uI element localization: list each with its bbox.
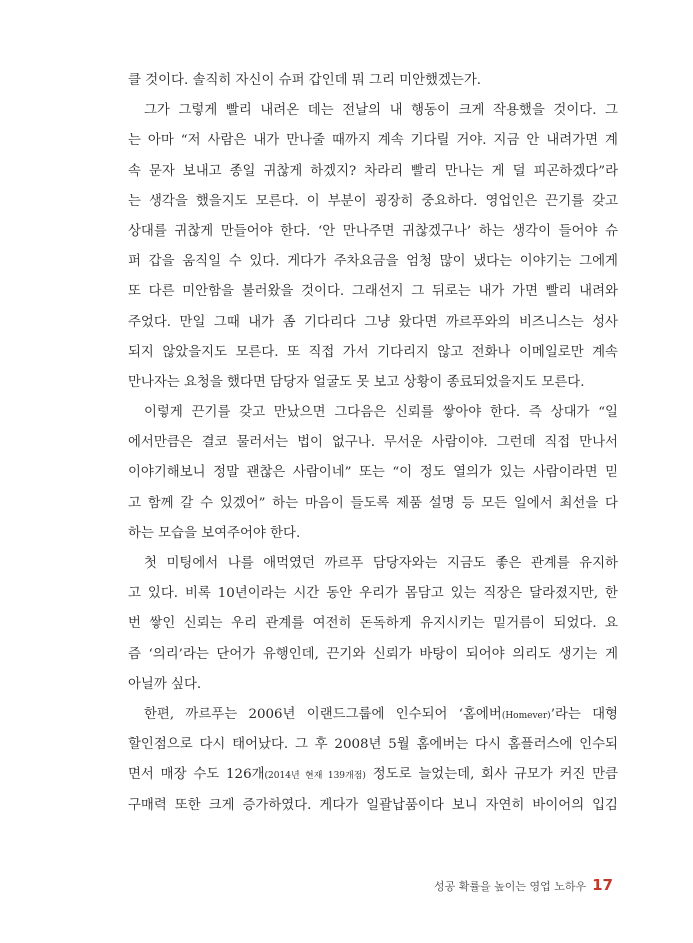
homever-english: (Homever): [501, 710, 551, 721]
text-line: 속 문자 보내고 종일 귀찮게 하겠지? 차라리 빨리 만나는 게 덜 피곤하겠다”라: [128, 163, 618, 179]
text-line: 클 것이다. 솔직히 자신이 슈퍼 갑인데 뭐 그리 미안했겠는가.: [128, 73, 482, 88]
text-line: 주었다. 만일 그때 내가 좀 기다리다 그냥 왔다면 까르푸와의 비즈니스는 성사: [128, 314, 618, 330]
text-line: [128, 760, 618, 790]
text-line: 되지 않았을지도 모른다. 또 직접 가서 기다리지 않고 전화나 이메일로만 계속: [128, 344, 618, 360]
text-line: 아닐까 싶다.: [128, 676, 202, 692]
page-number: 17: [592, 876, 613, 894]
text-line: 이야기해보니 정말 괜찮은 사람이네” 또는 “이 정도 열의가 있는 사람이라면 믿: [128, 465, 618, 481]
text-line: 하는 모습을 보여주어야 한다.: [128, 525, 301, 541]
text-line: 첫 미팅에서 나를 애먹였던 까르푸 담당자와는 지금도 좋은 관계를 유지하: [144, 556, 618, 571]
stores-note: (2014년 현재 139개점): [264, 771, 366, 782]
text-line: 번 쌓인 신뢰는 우리 관계를 여전히 돈독하게 유지시키는 밑거름이 되었다. 요: [128, 616, 618, 632]
running-title: 성공 확률을 높이는 영업 노하우: [434, 880, 587, 893]
text-line: 구매력 또한 크게 증가하였다. 게다가 일괄납품이다 보니 자연히 바이어의 입김: [128, 797, 618, 813]
text-line: 즘 ‘의리’라는 단어가 유행인데, 끈기와 신뢰가 바탕이 되어야 의리도 생기는 게: [128, 646, 618, 662]
text-fragment: 면서 매장 수도 126개: [128, 767, 265, 783]
text-line: 고 함께 갈 수 있겠어” 하는 마음이 들도록 제품 설명 등 모든 일에서 최선을 다: [128, 495, 618, 511]
text-line: 에서만큼은 결코 물러서는 법이 없구나. 무서운 사람이야. 그런데 직접 만나서: [128, 435, 618, 451]
text-fragment: 정도로 늘었는데, 회사 규모가 커진 만큼: [365, 767, 618, 783]
text-line: 상대를 귀찮게 만들어야 한다. ‘안 만나주면 귀찮겠구나’ 하는 생각이 들어야 슈: [128, 223, 618, 239]
body-text: [128, 66, 618, 821]
text-fragment: ’라는 대형: [550, 706, 618, 722]
text-line: 또 다른 미안함을 불러왔을 것이다. 그래선지 그 뒤로는 내가 가면 빨리 내려와: [128, 284, 618, 300]
text-line: 는 아마 “저 사람은 내가 만나줄 때까지 계속 기다릴 거야. 지금 안 내려가면 계: [128, 133, 618, 149]
text-line: 퍼 갑을 움직일 수 있다. 게다가 주차요금을 엄청 많이 냈다는 이야기는 그에게: [128, 254, 618, 270]
text-line: 이렇게 끈기를 갖고 만났으면 그다음은 신뢰를 쌓아야 한다. 즉 상대가 “일: [144, 405, 618, 421]
text-line: 할인점으로 다시 태어났다. 그 후 2008년 5월 홈에버는 다시 홈플러스에 인수되: [128, 737, 618, 753]
text-fragment: 한편, 까르푸는 2006년 이랜드그룹에 인수되어 ‘홈에버: [144, 706, 502, 722]
text-line: 는 생각을 했을지도 모른다. 이 부분이 굉장히 중요하다. 영업인은 끈기를 갖고: [128, 193, 618, 209]
text-line: [128, 700, 618, 730]
text-line: 그가 그렇게 빨리 내려온 데는 전날의 내 행동이 크게 작용했을 것이다. 그: [144, 103, 618, 119]
page-footer: [434, 876, 613, 894]
text-line: 고 있다. 비록 10년이라는 시간 동안 우리가 몸담고 있는 직장은 달라졌지만, 한: [128, 586, 618, 602]
text-line: 만나자는 요청을 했다면 담당자 얼굴도 못 보고 상황이 종료되었을지도 모른다.: [128, 374, 585, 390]
